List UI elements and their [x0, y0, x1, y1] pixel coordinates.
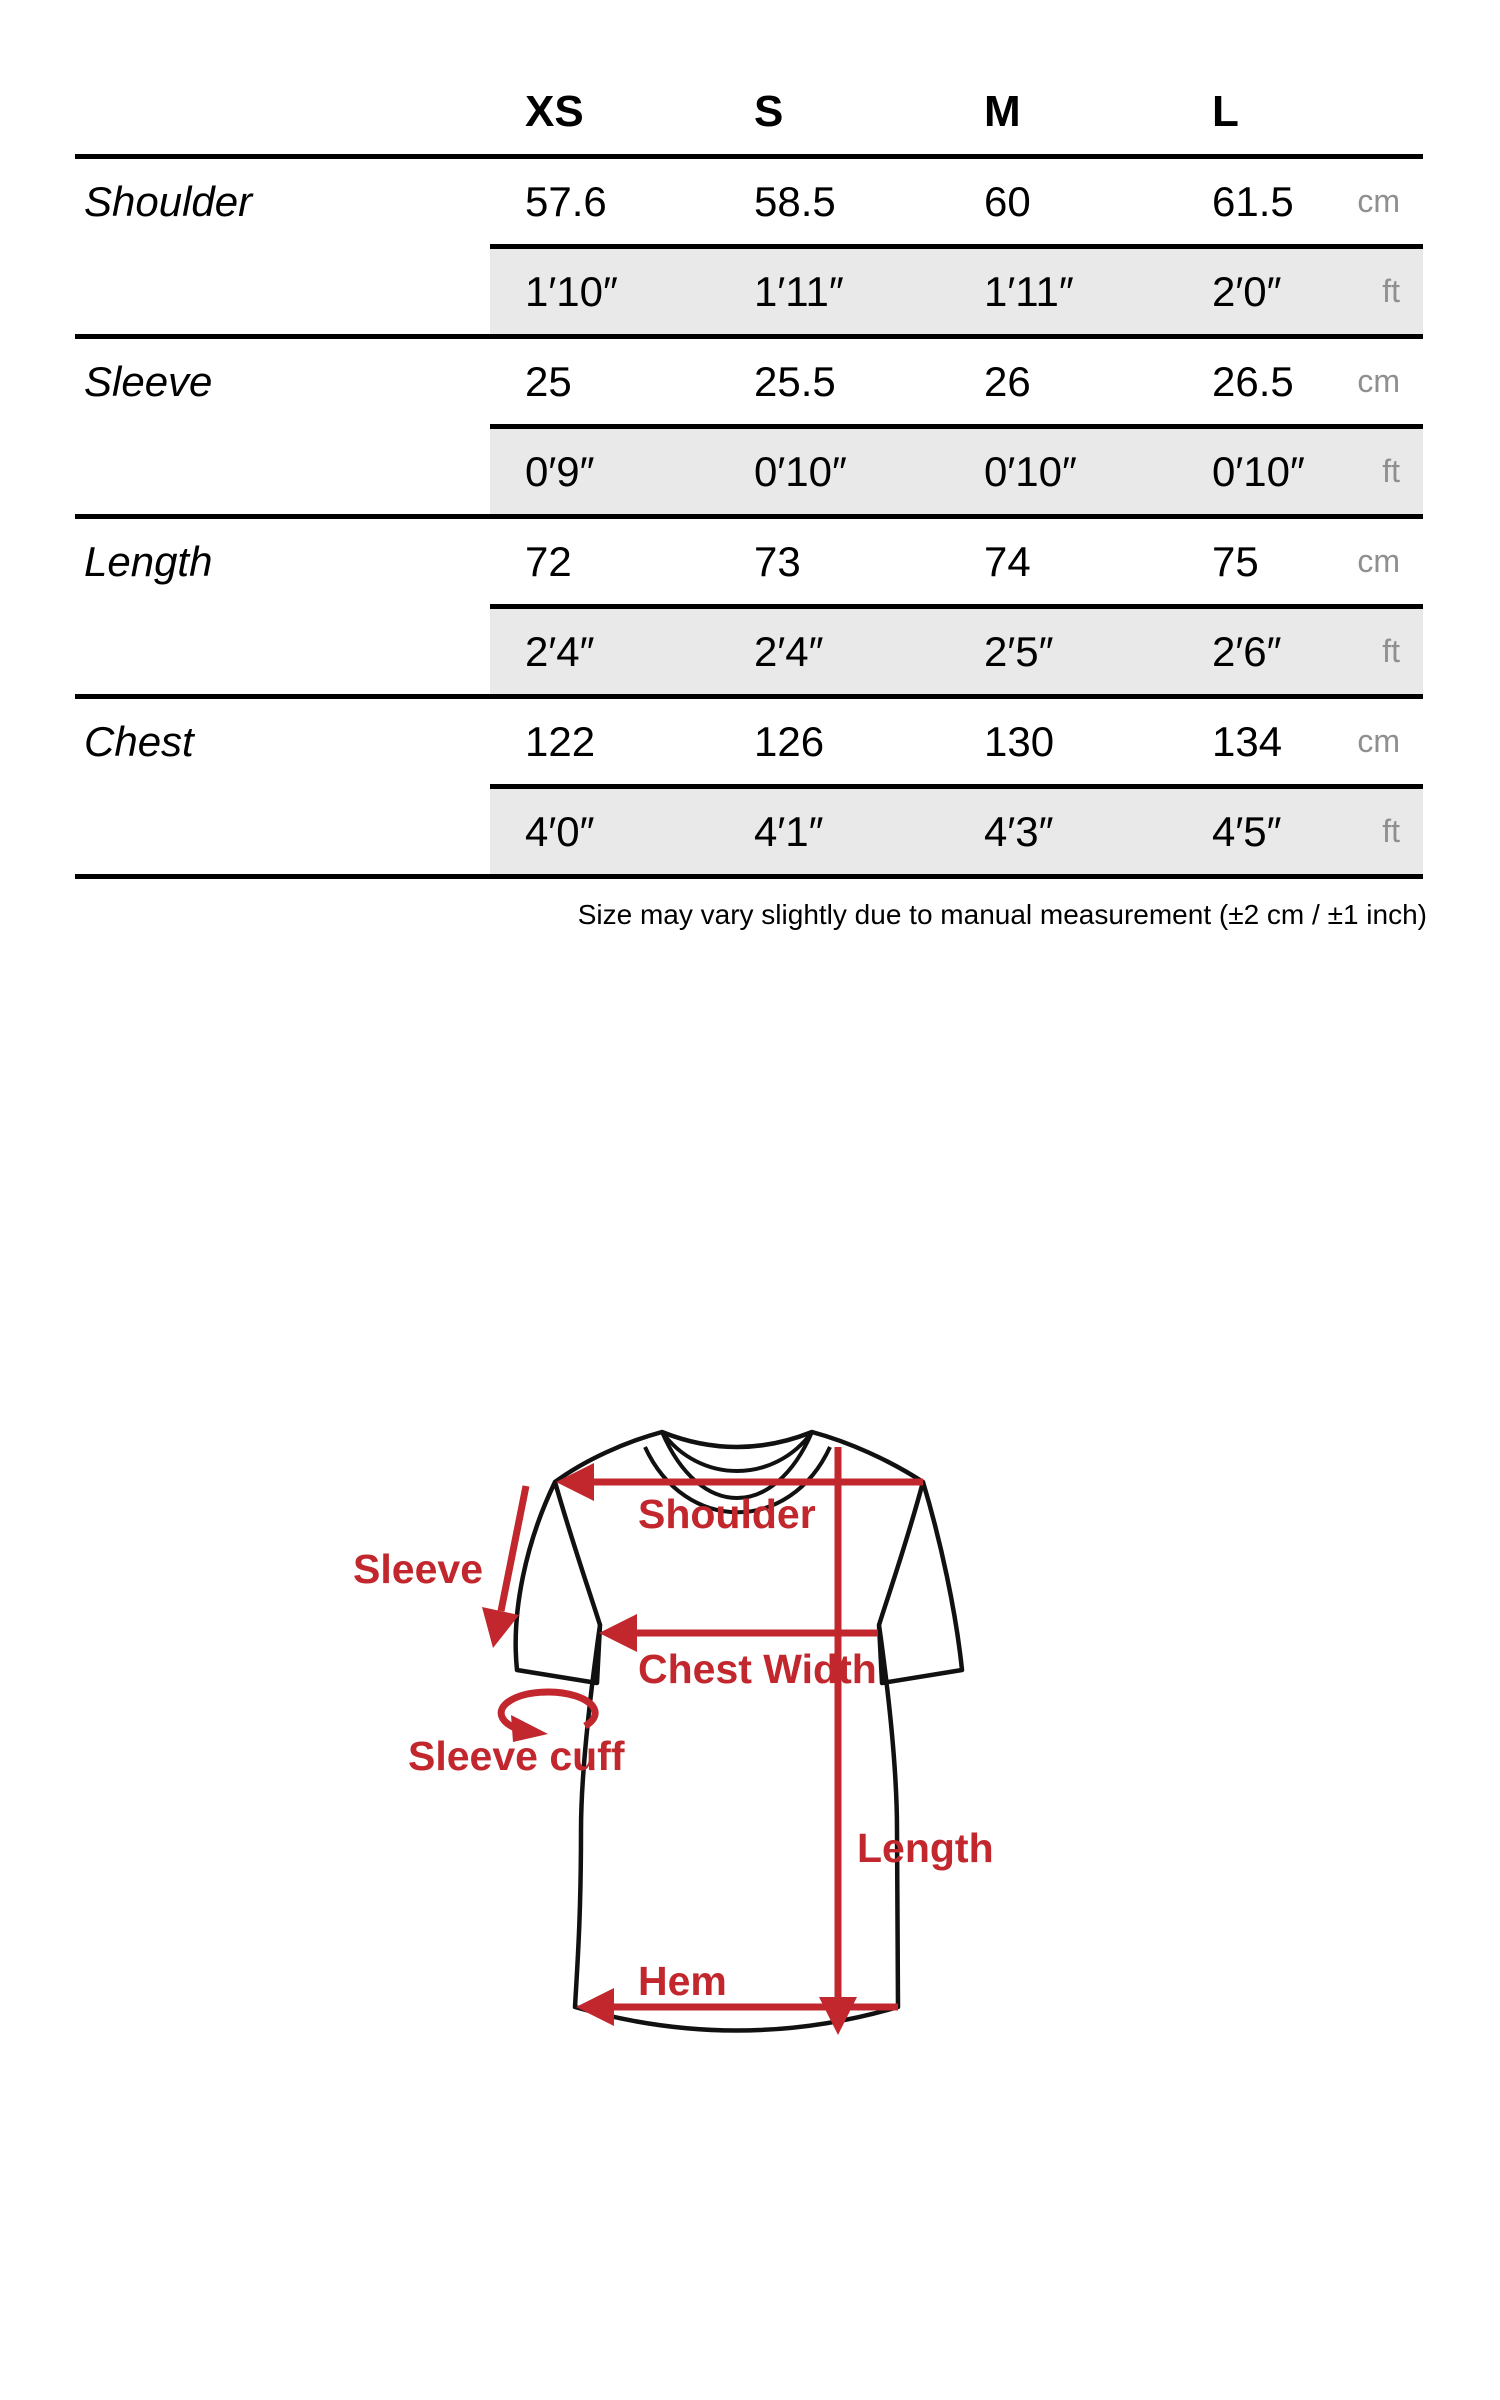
- chest-cm-m: 130: [984, 718, 1055, 765]
- size-header-m: M: [984, 87, 1021, 136]
- sleeve-cm-l: 26.5: [1212, 358, 1294, 405]
- sleeve-ft-xs: 0′9″: [525, 448, 595, 495]
- row-label-chest: Chest: [84, 718, 194, 765]
- size-header-l: L: [1212, 87, 1239, 136]
- sleeve-cm-xs: 25: [525, 358, 572, 405]
- table-rule: [75, 874, 1423, 879]
- length-cm-m: 74: [984, 538, 1031, 585]
- shoulder-cm-m: 60: [984, 178, 1031, 225]
- unit-ft: ft: [1382, 813, 1400, 849]
- shoulder-ft-m: 1′11″: [984, 268, 1074, 315]
- chest-ft-xs: 4′0″: [525, 808, 595, 855]
- length-cm-xs: 72: [525, 538, 572, 585]
- length-ft-xs: 2′4″: [525, 628, 595, 675]
- chest-width-diagram-label: Chest Width: [638, 1646, 877, 1692]
- shoulder-ft-s: 1′11″: [754, 268, 844, 315]
- length-cm-l: 75: [1212, 538, 1259, 585]
- length-ft-l: 2′6″: [1212, 628, 1282, 675]
- size-header-xs: XS: [525, 87, 584, 136]
- sleeve-ft-l: 0′10″: [1212, 448, 1305, 495]
- shoulder-ft-xs: 1′10″: [525, 268, 618, 315]
- unit-ft: ft: [1382, 273, 1400, 309]
- unit-cm: cm: [1357, 723, 1400, 759]
- length-diagram-label: Length: [857, 1825, 994, 1871]
- shoulder-diagram-label: Shoulder: [638, 1491, 816, 1537]
- sleeve-cm-m: 26: [984, 358, 1031, 405]
- sleeve-diagram-label: Sleeve: [353, 1546, 483, 1592]
- sleeve-ft-s: 0′10″: [754, 448, 847, 495]
- chest-cm-xs: 122: [525, 718, 596, 765]
- row-label-sleeve: Sleeve: [84, 358, 213, 405]
- tshirt-measurement-diagram: [0, 1380, 1500, 2100]
- row-label-shoulder: Shoulder: [84, 178, 253, 225]
- shoulder-cm-l: 61.5: [1212, 178, 1294, 225]
- sleeve-cuff-diagram-label: Sleeve cuff: [408, 1733, 625, 1779]
- unit-cm: cm: [1357, 363, 1400, 399]
- chest-cm-s: 126: [754, 718, 825, 765]
- size-header-s: S: [754, 87, 784, 136]
- length-cm-s: 73: [754, 538, 801, 585]
- length-ft-s: 2′4″: [754, 628, 824, 675]
- chest-ft-s: 4′1″: [754, 808, 824, 855]
- unit-cm: cm: [1357, 183, 1400, 219]
- unit-cm: cm: [1357, 543, 1400, 579]
- chest-ft-l: 4′5″: [1212, 808, 1282, 855]
- shoulder-cm-xs: 57.6: [525, 178, 607, 225]
- shoulder-ft-l: 2′0″: [1212, 268, 1282, 315]
- sleeve-ft-m: 0′10″: [984, 448, 1077, 495]
- chest-ft-m: 4′3″: [984, 808, 1054, 855]
- chest-cm-l: 134: [1212, 718, 1283, 765]
- shoulder-cm-s: 58.5: [754, 178, 836, 225]
- hem-diagram-label: Hem: [638, 1958, 727, 2004]
- row-label-length: Length: [84, 538, 213, 585]
- measurement-disclaimer: Size may vary slightly due to manual measurement (±2 cm / ±1 inch): [577, 899, 1427, 930]
- sleeve-cm-s: 25.5: [754, 358, 836, 405]
- unit-ft: ft: [1382, 453, 1400, 489]
- unit-ft: ft: [1382, 633, 1400, 669]
- length-ft-m: 2′5″: [984, 628, 1054, 675]
